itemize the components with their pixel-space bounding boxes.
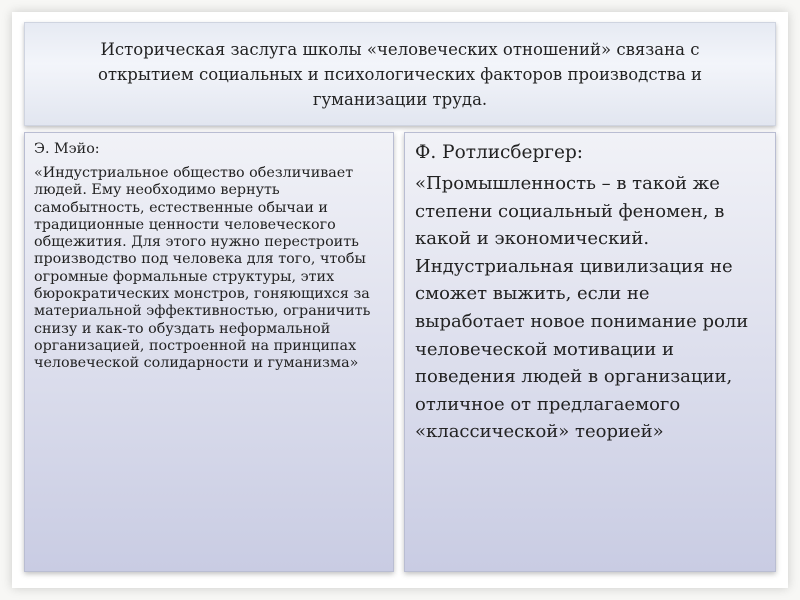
left-author: Э. Мэйо: [34,141,100,157]
slide-title: Историческая заслуга школы «человеческих отношений» связана с открытием социальных и психологических факторов производства и гуманизации труда. [97,39,703,109]
title-box [24,22,776,126]
right-column-roethlisberger [404,132,776,572]
left-column-mayo [24,132,394,572]
left-quote: «Индустриальное общество обезличивает людей. Ему необходимо вернуть самобытность, естественные обычаи и традиционные ценности человеческого общежития. Для этого нужно перестроить производство под человека для того, чтобы огромные формальные структуры, этих бюрократических монстров, гоняющихся за материальной эффективностью, ограничить снизу и как-то обуздать неформальной организацией, построенной на принципах человеческой солидарности и гуманизма» [34,165,371,372]
right-author: Ф. Ротлисбергер: [415,142,584,163]
right-quote: «Промышленность – в такой же степени социальный феномен, в какой и экономический. Индустриальная цивилизация не сможет выжить, если не выработает новое понимание роли человеческой мотивации и поведения людей в организации, отличное от предлагаемого «классической» теорией» [415,173,749,443]
